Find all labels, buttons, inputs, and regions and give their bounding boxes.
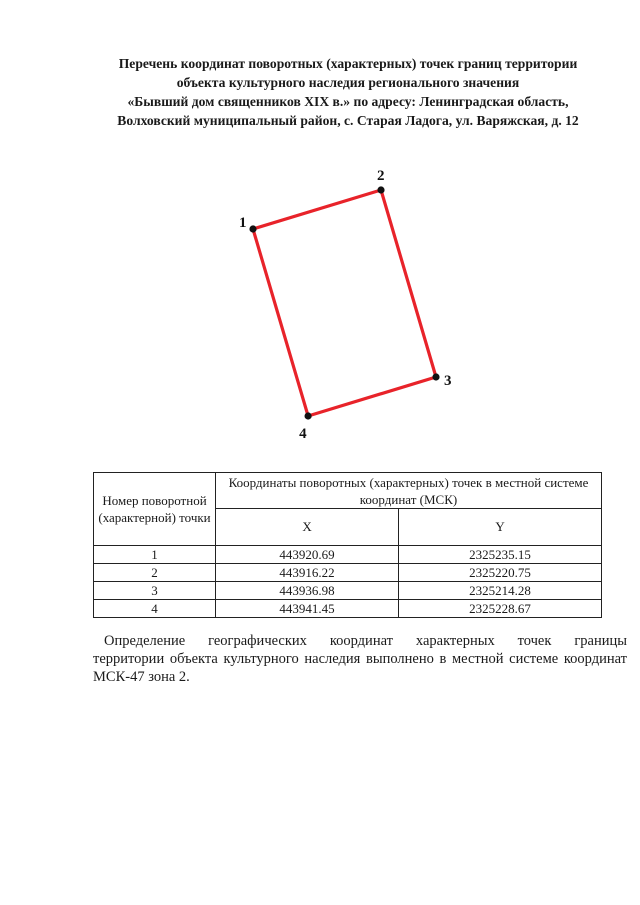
cell-x: 443916.22: [216, 564, 399, 582]
boundary-point-3: [432, 373, 439, 380]
header-coordinates: Координаты поворотных (характерных) точек в местной системе координат (МСК): [216, 473, 602, 509]
cell-x: 443936.98: [216, 582, 399, 600]
cell-x: 443920.69: [216, 546, 399, 564]
cell-y: 2325220.75: [399, 564, 602, 582]
boundary-point-label-3: 3: [444, 373, 452, 389]
cell-point-number: 2: [94, 564, 216, 582]
cell-point-number: 3: [94, 582, 216, 600]
boundary-point-label-1: 1: [239, 215, 247, 231]
boundary-point-label-2: 2: [377, 168, 385, 184]
table-row: [94, 582, 602, 600]
header-y: Y: [399, 509, 602, 546]
boundary-point-2: [377, 186, 384, 193]
cell-y: 2325235.15: [399, 546, 602, 564]
cell-x: 443941.45: [216, 600, 399, 618]
note-line-3: МСК-47 зона 2.: [93, 669, 190, 685]
cell-point-number: 1: [94, 546, 216, 564]
boundary-point-1: [249, 225, 256, 232]
table-row: [94, 546, 602, 564]
table-row: [94, 600, 602, 618]
note-paragraph: [93, 632, 627, 686]
title-line-1: Перечень координат поворотных (характерных) точек границ территории: [118, 56, 578, 71]
note-line-1: Определение географических координат характерных точек границы: [104, 633, 627, 649]
title-line-4: Волховский муниципальный район, с. Старая Ладога, ул. Варяжская, д. 12: [117, 113, 579, 128]
cell-y: 2325228.67: [399, 600, 602, 618]
cell-point-number: 4: [94, 600, 216, 618]
coordinates-table: [93, 472, 602, 618]
cell-y: 2325214.28: [399, 582, 602, 600]
note-line-2: территории объекта культурного наследия выполнено в местной системе координат: [93, 651, 627, 667]
header-x: X: [216, 509, 399, 546]
boundary-point-label-4: 4: [299, 426, 307, 442]
boundary-polygon: [253, 190, 436, 416]
header-point-number: Номер поворотной (характерной) точки: [94, 473, 216, 546]
table-row: [94, 564, 602, 582]
title-line-3: «Бывший дом священников XIX в.» по адресу: Ленинградская область,: [127, 94, 569, 109]
title-line-2: объекта культурного наследия регионального значения: [176, 75, 520, 90]
boundary-point-4: [305, 412, 312, 419]
